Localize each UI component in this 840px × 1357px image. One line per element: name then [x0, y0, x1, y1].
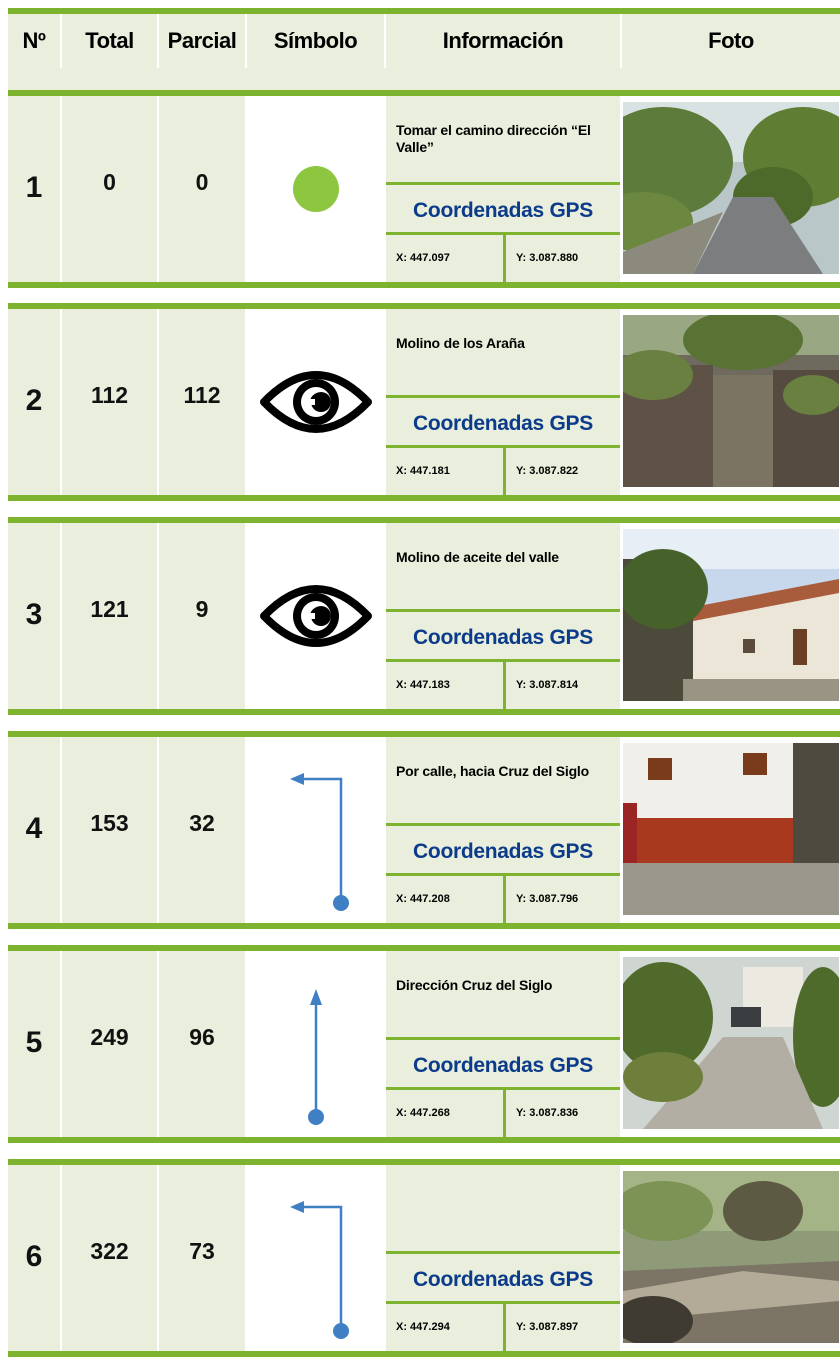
cell-info — [386, 1165, 620, 1351]
coord-y: Y: 3.087.897 — [516, 1321, 579, 1333]
row-number: 2 — [25, 384, 43, 417]
table-row — [8, 1159, 840, 1357]
row-bottom-border — [8, 923, 840, 929]
row-bottom-border — [8, 495, 840, 501]
cell-info — [386, 951, 620, 1137]
cell-info — [386, 737, 620, 923]
header-informacion: Información — [442, 28, 564, 53]
coord-divider — [503, 1304, 506, 1351]
total-distance: 112 — [90, 382, 129, 408]
total-distance: 121 — [90, 596, 129, 622]
cell-photo — [622, 951, 840, 1137]
turn-left-arrow-icon — [280, 765, 360, 915]
route-photo — [623, 102, 839, 279]
route-photo — [623, 957, 839, 1134]
partial-distance: 96 — [189, 1024, 215, 1050]
coord-y: Y: 3.087.814 — [516, 679, 579, 691]
header-parcial: Parcial — [167, 28, 237, 53]
coord-x: X: 447.208 — [396, 893, 450, 905]
coord-y: Y: 3.087.836 — [516, 1107, 579, 1119]
info-text: Molino de los Araña — [396, 335, 525, 351]
header-no: Nº — [22, 28, 46, 53]
coord-y: Y: 3.087.822 — [516, 465, 579, 477]
route-photo — [623, 315, 839, 492]
gps-label: Coordenadas GPS — [413, 199, 593, 222]
cell-photo — [622, 523, 840, 709]
partial-distance: 0 — [195, 169, 209, 195]
gps-label: Coordenadas GPS — [413, 412, 593, 435]
partial-distance: 73 — [189, 1238, 215, 1264]
row-bottom-border — [8, 1137, 840, 1143]
partial-distance: 112 — [183, 382, 221, 408]
eye-icon — [260, 580, 372, 652]
coord-x: X: 447.268 — [396, 1107, 450, 1119]
row-number: 6 — [25, 1240, 43, 1273]
coord-x: X: 447.097 — [396, 252, 450, 264]
total-distance: 249 — [90, 1024, 129, 1050]
header-spacer — [8, 68, 840, 90]
partial-distance: 9 — [195, 596, 209, 622]
gps-label: Coordenadas GPS — [413, 1268, 593, 1291]
header-total: Total — [85, 28, 134, 53]
info-text: Tomar el camino dirección “El Valle” — [396, 122, 591, 155]
cell-photo — [622, 96, 840, 282]
row-number: 1 — [25, 171, 43, 204]
coord-x: X: 447.294 — [396, 1321, 450, 1333]
green-dot-icon — [286, 159, 346, 219]
cell-info — [386, 309, 620, 495]
info-divider — [386, 182, 620, 185]
cell-photo — [622, 309, 840, 495]
coord-divider — [503, 1090, 506, 1137]
info-divider — [386, 395, 620, 398]
gps-label: Coordenadas GPS — [413, 840, 593, 863]
straight-arrow-icon — [296, 979, 336, 1129]
row-number: 4 — [25, 812, 43, 845]
coord-divider — [503, 662, 506, 709]
total-distance: 322 — [90, 1238, 129, 1264]
info-divider — [386, 1251, 620, 1254]
coord-y: Y: 3.087.880 — [516, 252, 579, 264]
table-row — [8, 517, 840, 715]
coord-y: Y: 3.087.796 — [516, 893, 579, 905]
info-text: Por calle, hacia Cruz del Siglo — [396, 763, 589, 779]
route-photo — [623, 1171, 839, 1348]
table-row — [8, 303, 840, 501]
gps-label: Coordenadas GPS — [413, 626, 593, 649]
table-header — [8, 8, 840, 68]
coord-divider — [503, 876, 506, 923]
cell-photo — [622, 737, 840, 923]
cell-info — [386, 96, 620, 282]
row-bottom-border — [8, 709, 840, 715]
route-photo — [623, 529, 839, 706]
eye-icon — [260, 366, 372, 438]
coord-x: X: 447.183 — [396, 679, 450, 691]
coord-divider — [503, 235, 506, 282]
row-bottom-border — [8, 282, 840, 288]
route-photo — [623, 743, 839, 920]
partial-distance: 32 — [189, 810, 215, 836]
table-row — [8, 731, 840, 929]
total-distance: 0 — [103, 169, 116, 195]
info-text: Molino de aceite del valle — [396, 549, 559, 565]
header-simbolo: Símbolo — [273, 28, 358, 53]
row-bottom-border — [8, 1351, 840, 1357]
row-number: 5 — [25, 1026, 43, 1059]
total-distance: 153 — [90, 810, 129, 836]
info-divider — [386, 823, 620, 826]
coord-divider — [503, 448, 506, 495]
table-row — [8, 90, 840, 288]
coord-x: X: 447.181 — [396, 465, 450, 477]
info-divider — [386, 1037, 620, 1040]
header-foto: Foto — [708, 28, 754, 53]
gps-label: Coordenadas GPS — [413, 1054, 593, 1077]
cell-photo — [622, 1165, 840, 1351]
row-number: 3 — [25, 598, 43, 631]
info-text: Dirección Cruz del Siglo — [396, 977, 553, 993]
info-divider — [386, 609, 620, 612]
turn-left-arrow-icon — [280, 1193, 360, 1343]
table-row — [8, 945, 840, 1143]
cell-info — [386, 523, 620, 709]
